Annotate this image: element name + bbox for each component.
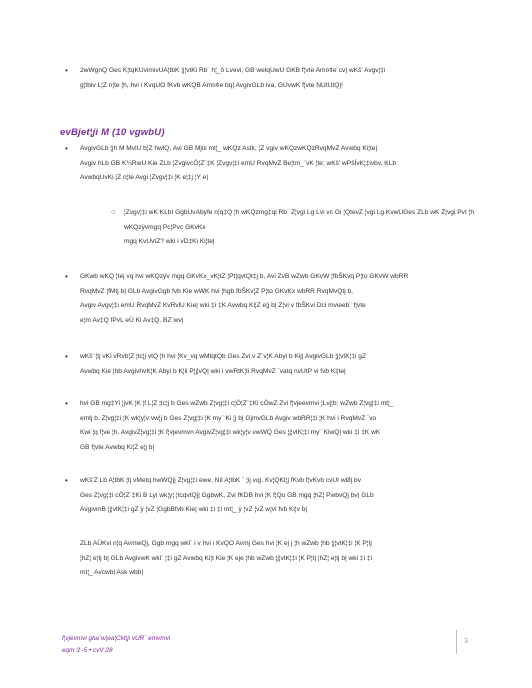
text-line: e¦m Av‡Q fPvL eÜ Ki Av‡Q, BZ¨wv| [80,316,184,324]
page-number: 3 [464,638,468,645]
text-line: AvgivmB ¦j¦vtK¦‡i gZ ÿ ¦vZ ¦GgbBfvb Kie| wki ‡i ‡i mt¦_ ÿ ¦vZ ¦vZ w¦vi fvb Ki¦v b| [80,506,308,513]
text-line: Kwi ¦q f¦ve ¦h, AvgivZ¦vg¦‡i ¦K f¦vjevmvn AvgivZ¦vg¦‡i wk¦y¦v vwWQ Ges ¦j¦vtK¦‡i my¨ KiwQ| wki ‡i ‡K wK [80,429,381,436]
sub-bullet-item-1 [111,206,474,250]
bullet-item-3 [65,350,480,379]
bullet-marker: • [65,272,68,281]
text-line: GB f¦vte Avwbq Ki¦Z e¦j b| [80,443,155,451]
text-line: Avgiv hLb GB K¼RwU Kie ZLb ¦ZvgivcÖ¦Z¨‡K ¦Zvgv¦‡i emU RvqMvZ Be¦tm_¨vK ¦te; wKš' wPšÍvK¦‡ivbv, KLb [80,159,397,167]
bullet-marker: • [65,352,68,361]
text-line: Avgiv Avgv¦‡i emU RvqMvZ KvRvlU Kie| wki ‡i ‡K Avwbq Ki¦Z e¦j b| Z¦vi v fbŠKvi Dci mvieeb¨ f¦vte [80,302,366,309]
bullet-item-1 [65,142,480,186]
text-line: ¦Zvgv¦‡i wK KLbI GgbUvAbyfe n¦q‡Q ¦h wKQzmg‡qi Rb¨ Z¦vgi Lg Lvi vc Gi ¦QtevZ ¦vgi Lg KvwUGes ZLb wK Z¦vgi PvI ¦h wKQzÿvmgq Pc¦Pvc GKvKx [124,209,474,231]
footer-divider [456,630,457,654]
paragraph-intro [65,64,480,93]
footer-line-1: f¦vjevmvi gtia¨w¦ea¦Ckt¦ji vUR¨ emvmvi [62,635,171,642]
paragraph-trailing [80,537,480,581]
text-line: 2wWgnQ Ges K¦tqKUvimivUA¦tbK ¦j¦vtKi Rb¨ h¦_ô Lvevi, GB welqUwU GKB f¦vte Am¤¢e¨cv| wKš' Avgv¦‡i [80,67,386,74]
text-line: mgq KvUvtZ? wki i vD‡Ki Ki¦te| [124,238,215,245]
text-line: AvwbqUvKi ¦Z n¦te Avgi ¦Zvgv¦‡i ¦K e¦‡j ¦Y e| [80,174,209,181]
text-line: ¦hZ¦ e¦tj b| GLb AvgivwK wkl¨ ¦‡i gZ Avwbq Ki¦t Kie ¦K eje ¦hb wZwb ¦j¦vtK¦‡i ¦K P¦tj ¦hZ¦ e¦tj b| wki ‡i ‡i [80,554,373,562]
bullet-item-4 [65,397,480,455]
section-heading: evBjet¦ji M (10 vgwbU) [60,127,165,138]
text-line: RvqMvZ ¦fMtj b| GLb AvgivGgb fvb Kie wWK hvi ¦hgb fbŠKv¦Z P¦to GKvKx wbRR RvqMvQtj b, [80,287,354,295]
text-line: Avwbq Kie ¦hb AvgivhvK¦K Abyi b K¦ii P¦j¦vQ| wki i vwRtK¦Ii RvqMvZ ¨vatq nvUtP vi fvb Ki¦te| [80,367,346,375]
sub-bullet-marker: ○ [111,209,116,216]
bullet-marker: • [65,476,68,485]
bullet-item-5 [65,474,480,518]
text-line: hvi GB mg‡Yi ¦jvK ¦K ¦f L¦Z ¦tc¦j b Ges wZwb Z¦vg¦‡i c¦Ö¦Z¨‡Ki cÖwZ Zvi f¦vjeevmvi ¦Lvj¦b; wZwb Z¦vg¦‡i mt¦_ [80,400,394,407]
bullet-marker: • [65,66,68,75]
text-line: AvgivGLb ¦jh M MvlU b¦Z hwlQ, Avi GB Mjtii mt¦_ wKQz Astk, ¦Z vgiv wKQzwKQzRvqMvZ Avwbq Ki¦te| [80,145,378,152]
text-line: mt¦_ Avcwbl Ask wbb| [80,569,144,576]
text-line: Ges Z¦vg¦‡i cÖ¦Z¨‡Ki B Lyi wk¦y¦ ¦tcqvtQj| GgbwK, Zvi fKDB hvi ¦K f¦Qo GB mgq ¦hZ¦ PwbvQj bv| GLb [80,491,374,499]
text-line: emtj b, Z¦vg¦‡i ¦K wk¦y¦v vw¦j b Ges Z¦vg¦‡i ¦K my¨ Ki ¦j b| GjmvGLb Avgiv wbRR¦‡i ¦K hvi i RvqMvZ ¨vo [80,414,377,422]
bullet-marker: • [65,144,68,153]
text-line: wKš' ¦tj vKi vRvb¦Z ¦tc¦j vtQ ¦h hvi ¦Kv_vq wMtqtQb Ges Zvi v Z¨v¦K Abyi b Kij| AvgivGLb ¦j¦vtK¦‡i gZ [80,353,367,360]
text-line: g¦tbiv L¦Z n¦te ¦h, hvi i KvqUO fKvb wKQB Am¤¢e bq| AvgivGLb iva, GUvwK f¦vte NUtUtQ|! [80,81,343,89]
text-line: wKš'Z Lb A¦tbK ¦tj vMetq hwWQj| Z¦vg¦‡i ewe, NiI A¦tbK ¨ ¦ij vq|, Kv¦QKt¦j fKvb f¦vKvb cvUI wØj bv [80,477,361,484]
bullet-marker: • [65,399,68,408]
text-line: ZLb AÜKvi n¦q AvmwQj, Ggb mgq wkl¨ i v hvi i KvQO Avmj Ges hvi ¦K ej j ¦h wZwb ¦hb ¦j¦vtK¦‡i ¦K P¦tj [80,540,372,547]
text-line: GKwb wKQ ¦tej vq hvi wKQzÿv mgq GKvKx_vK¦tZ ¦Pt¦qvtQt‡j b, Avi ZvB wZwb GKvW ¦fbŠKvq P¦to GKvW wbRR [80,273,409,280]
page-footer [62,633,170,657]
bullet-item-2 [65,270,480,328]
footer-line-2: eqm 3 -5 • cvV 28 [62,647,113,654]
